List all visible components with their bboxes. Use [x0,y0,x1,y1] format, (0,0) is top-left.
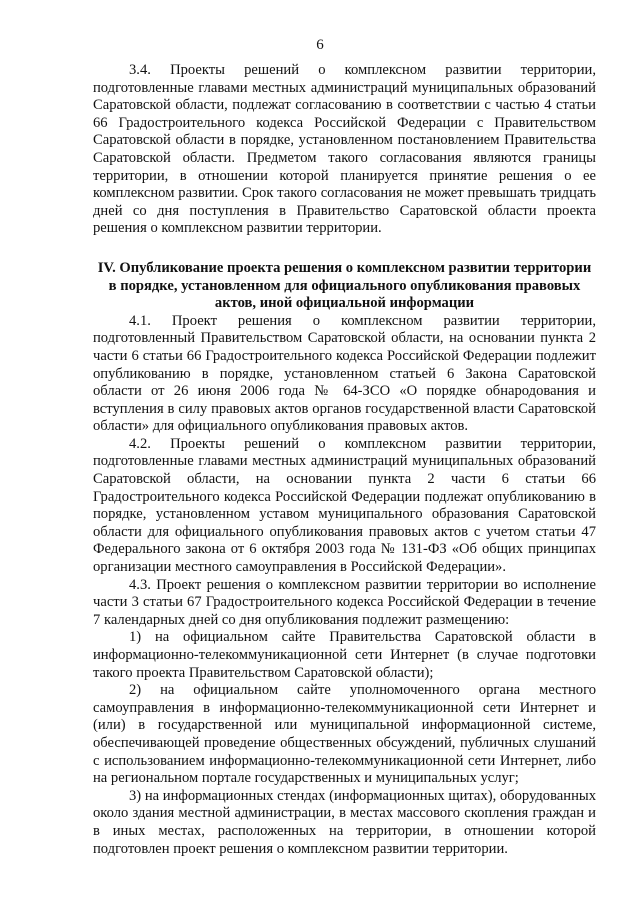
document-body [93,62,596,858]
paragraph-4-3: 4.3. Проект решения о комплексном развитии территории во исполнение части 3 статьи 67 Градостроительного кодекса Российской Федерации в течение 7 календарных дней со дня опубликования подлежит размещению: [93,576,596,628]
list-item-1: 1) на официальном сайте Правительства Саратовской области в информационно-телекоммуникационной сети Интернет (в случае подготовки такого проекта Правительством Саратовской области); [93,629,596,681]
list-item-3: 3) на информационных стендах (информационных щитах), оборудованных около здания местной администрации, в местах массового скопления граждан и в иных местах, расположенных на территории, в отношении которой подготовлен проект решения о комплексном развитии территории. [93,787,596,857]
paragraph-3-4: 3.4. Проекты решений о комплексном развитии территории, подготовленные главами местных администраций муниципальных образований Саратовской области, подлежат согласованию в соответствии с частью 4 статьи 66 Градостроительного кодекса Российской Федерации с Правительством Саратовской области в порядке, установленном постановлением Правительства Саратовской области. Предметом такого согласования являются границы территории, в отношении которой планируется принятие решения о ее комплексном развитии. Срок такого согласования не может превышать тридцать дней со дня поступления в Правительство Саратовской области проекта решения о комплексном развитии территории. [93,62,596,237]
section-heading: IV. Опубликование проекта решения о комплексном развитии территории в порядке, установленном для официального опубликования правовых актов, иной официальной информации [97,259,592,312]
paragraph-4-2: 4.2. Проекты решений о комплексном развитии территории, подготовленные главами местных администраций муниципальных образований Саратовской области, на основании пункта 2 части 6 статьи 66 Градостроительного кодекса Российской Федерации подлежат опубликованию в порядке, установленном уставом муниципального образования Саратовской области для официального опубликования правовых актов с учетом статьи 47 Федерального закона от 6 октября 2003 года № 131-ФЗ «Об общих принципах организации местного самоуправления в Российской Федерации». [93,435,596,576]
paragraph-4-1: 4.1. Проект решения о комплексном развитии территории, подготовленный Правительством Саратовской области, на основании пункта 2 части 6 статьи 66 Градостроительного кодекса Российской Федерации подлежит опубликованию в порядке, установленном статьей 6 Закона Саратовской области от 26 июня 2006 года № 64-ЗСО «О порядке обнародования и вступления в силу правовых актов органов государственной власти Саратовской области» для официального опубликования правовых актов. [93,312,596,435]
list-item-2: 2) на официальном сайте уполномоченного органа местного самоуправления в информационно-телекоммуникационной сети Интернет и (или) в государственной или муниципальной информационной системе, обеспечивающей проведение общественных обсуждений, публичных слушаний с использованием информационно-телекоммуникационной сети Интернет, либо на региональном портале государственных и муниципальных услуг; [93,682,596,787]
page-number: 6 [316,37,324,53]
